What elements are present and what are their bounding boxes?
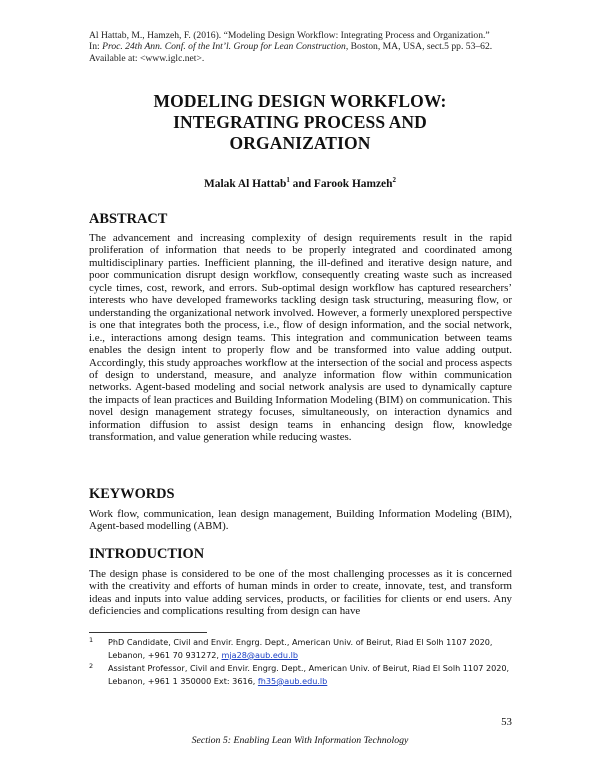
footnote-2-text: [108, 662, 518, 687]
footnote-2-number: 2: [89, 662, 94, 670]
footnote-1-email-link[interactable]: mja28@aub.edu.lb: [221, 649, 299, 660]
keywords-text: Work flow, communication, lean design management, Building Information Modeling (BIM), Agent-based modelling (ABM).: [89, 508, 512, 533]
citation-location-pages: , Boston, MA, USA, sect.5 pp. 53–62.: [345, 41, 493, 53]
footnote-divider: [89, 632, 207, 633]
footnote-2-affiliation: Assistant Professor, Civil and Envir. Engrg. Dept., American Univ. of Beirut, Riad El Solh 1107 2020, Lebanon, +961 1 350000 Ext: 3616,: [108, 663, 510, 686]
title-line-3: ORGANIZATION: [229, 133, 371, 153]
footnote-1-affiliation: PhD Candidate, Civil and Envir. Engrg. Dept., American Univ. of Beirut, Riad El Solh 1107 2020, Lebanon, +961 70 931272,: [108, 637, 493, 660]
citation-line-2: [89, 41, 529, 52]
author-1-footnote-mark: 1: [286, 176, 290, 184]
title-line-2: INTEGRATING PROCESS AND: [173, 112, 427, 132]
footnote-2-email-link[interactable]: fh35@aub.edu.lb: [257, 675, 328, 686]
citation-line-1: Al Hattab, M., Hamzeh, F. (2016). “Modeling Design Workflow: Integrating Process and Organization.”: [89, 30, 490, 41]
author-2-footnote-mark: 2: [392, 176, 396, 184]
keywords-heading: KEYWORDS: [89, 486, 175, 502]
citation-line-3: Available at: <www.iglc.net>.: [89, 52, 205, 64]
footnote-1-text: [108, 636, 518, 661]
citation-proceedings: Proc. 24th Ann. Conf. of the Int’l. Group for Lean Construction: [102, 41, 346, 53]
abstract-text: The advancement and increasing complexity of design requirements result in the rapid proliferation of information that needs to be properly integrated and coordinated among multidisciplinary parties. Inefficient planning, the ill-defined and iterative design nature, and poor communication disrupt design workflow, consequently creating waste such as increased cycle times, cost, rework, and errors. Sub-optimal design workflow has captured researchers’ interests who have developed frameworks tackling design task structuring, measuring flow, or understanding the organizational network involved. However, a formerly unexplored perspective is one that integrates both the process, i.e., flow of design information, and the social network, i.e., interactions among design teams. This integration and communication between teams enables the design intent to properly flow and be transformed into value adding output. Accordingly, this study approaches workflow at the intersection of the social and process aspects of design to understand, measure, and analyze information flow within communication networks. Agent-based modeling and social network analysis are used to dynamically capture the impacts of lean practices and Building Information Modeling (BIM) on communication. This novel design management strategy focuses, simultaneously, on interaction dynamics and information diffusion to assist design teams in enhancing design flow, knowledge transformation, and value generation while reducing wastes.: [89, 232, 512, 444]
citation-in-label: In:: [89, 41, 100, 53]
author-line: [60, 176, 540, 190]
author-2: Farook Hamzeh: [313, 177, 393, 190]
page-number: 53: [501, 716, 512, 728]
introduction-text: The design phase is considered to be one of the most challenging processes as it is concerned with the creativity and efforts of human minds in order to create, innovate, test, and transform ideas and inputs into value adding services, products, or facilities for clients or end users. Any deficiencies and complications resulting from design can have: [89, 568, 512, 618]
footnote-1-number: 1: [89, 636, 94, 644]
author-1: Malak Al Hattab: [204, 177, 287, 190]
introduction-heading: INTRODUCTION: [89, 546, 205, 562]
page-footer: Section 5: Enabling Lean With Information Technology: [191, 735, 409, 746]
paper-title: [60, 91, 540, 154]
citation-block: [89, 30, 529, 64]
title-line-1: MODELING DESIGN WORKFLOW:: [153, 91, 447, 111]
author-conjunction: and: [289, 177, 314, 190]
abstract-heading: ABSTRACT: [89, 211, 168, 227]
